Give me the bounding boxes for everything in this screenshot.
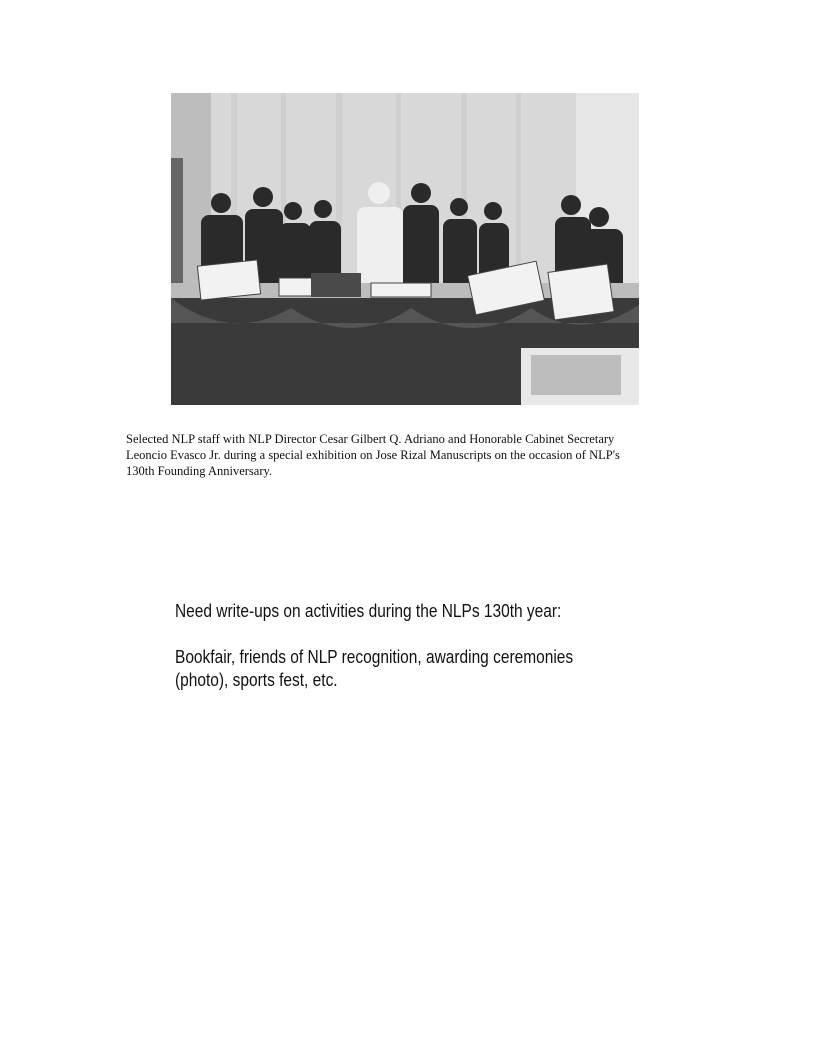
group-photo-drawing	[171, 93, 639, 405]
note-line-2: (photo), sports fest, etc.	[175, 670, 338, 690]
group-photo	[171, 93, 639, 405]
note-activity-list	[175, 646, 622, 692]
note-heading: Need write-ups on activities during the NLPs 130th year:	[175, 601, 562, 621]
photo-caption	[126, 431, 686, 479]
caption-line-2: Leoncio Evasco Jr. during a special exhibition on Jose Rizal Manuscripts on the occasion of NLP's	[126, 448, 620, 462]
caption-line-3: 130th Founding Anniversary.	[126, 464, 273, 478]
editorial-note	[175, 600, 622, 692]
caption-line-1: Selected NLP staff with NLP Director Cesar Gilbert Q. Adriano and Honorable Cabinet Secretary	[126, 432, 615, 446]
note-line-1: Bookfair, friends of NLP recognition, awarding ceremonies	[175, 647, 574, 667]
